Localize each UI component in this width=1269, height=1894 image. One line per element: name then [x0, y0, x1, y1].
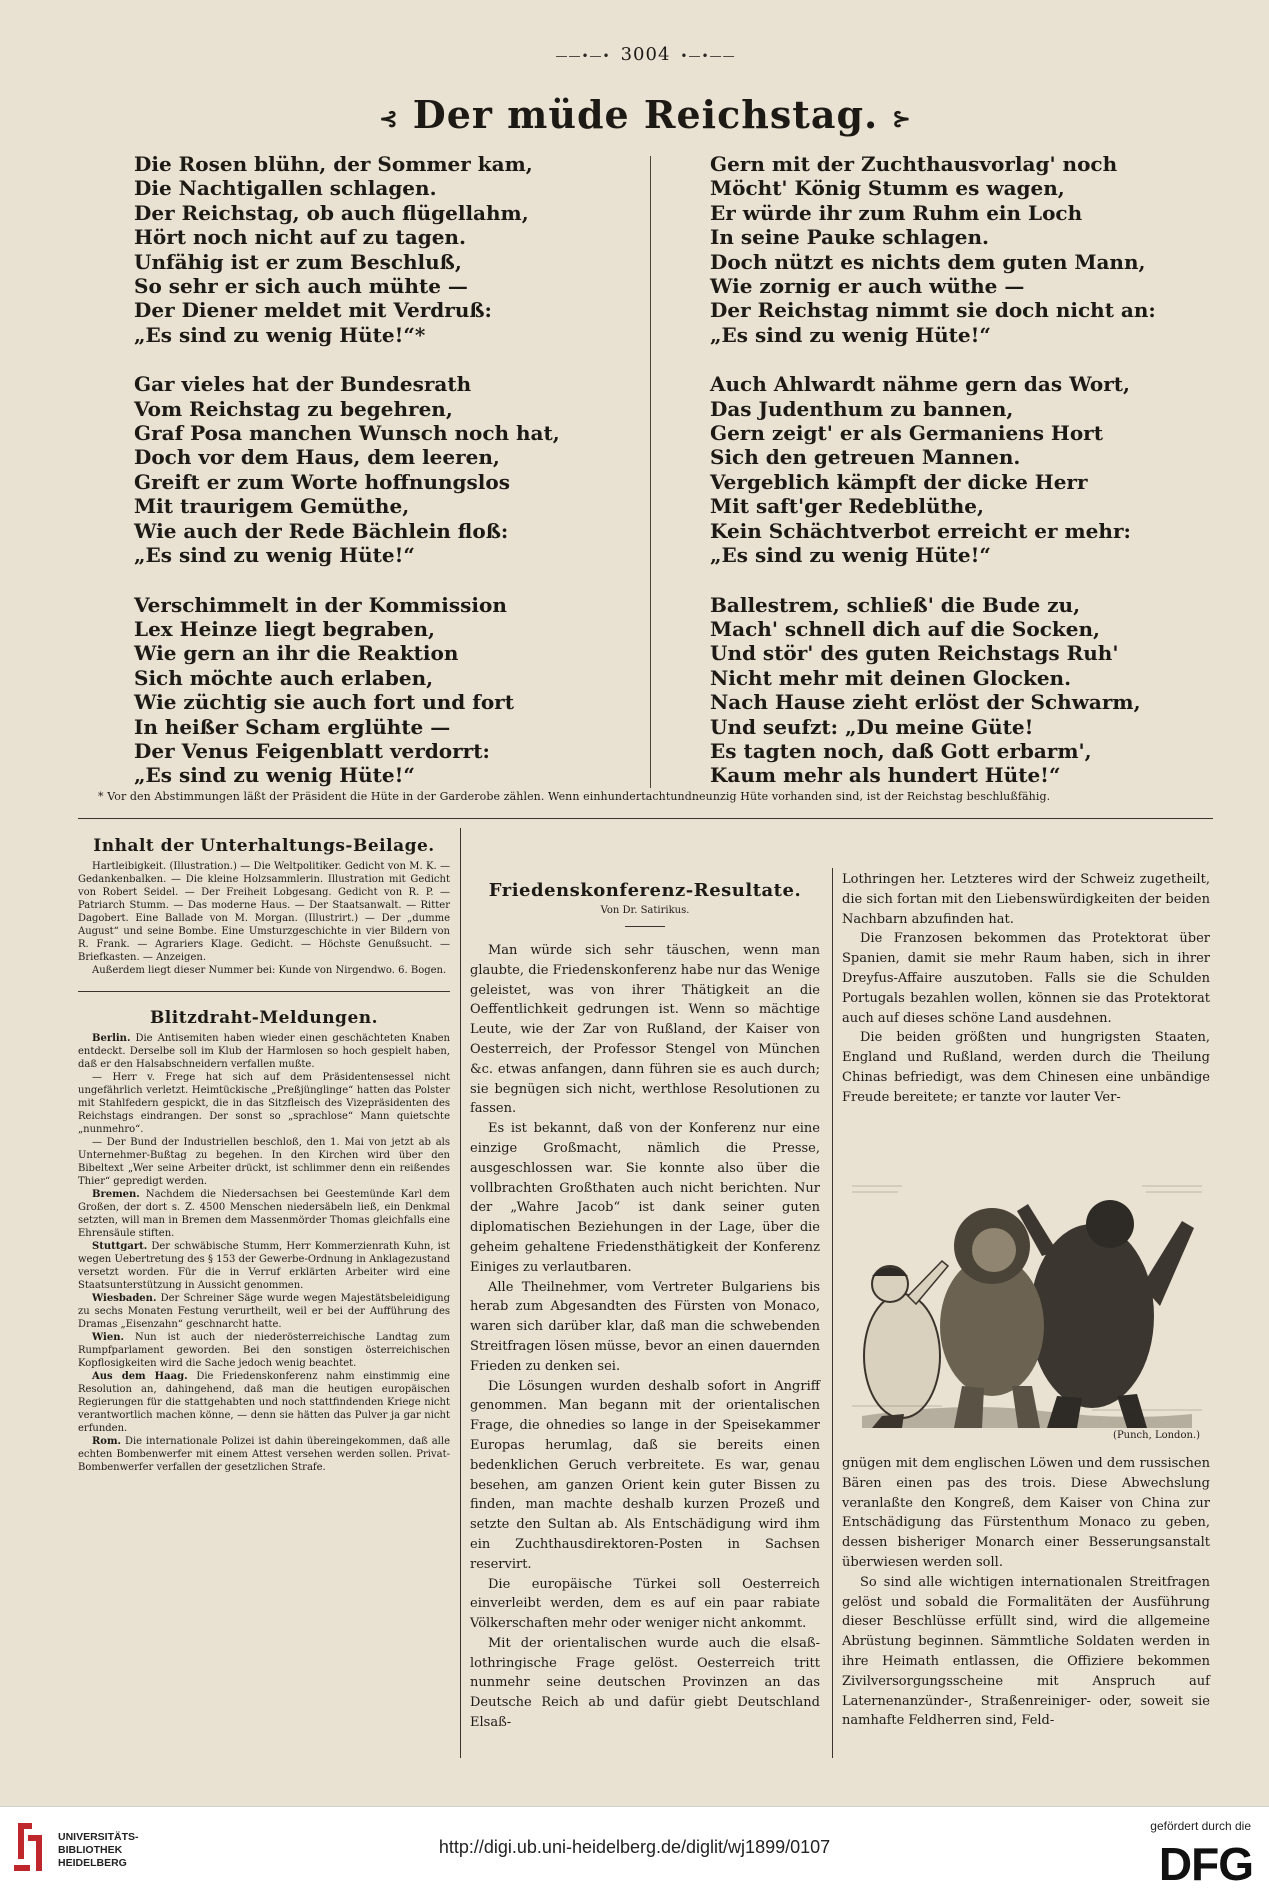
poem-stanza	[134, 372, 654, 567]
poem-line: Gar vieles hat der Bundesrath	[134, 372, 472, 397]
news-text: Nun ist auch der niederösterreichische Landtag zum Rumpfparlament geworden. Bei den sonstigen österreichischen Kopflosigkeiten wird die Sache jedoch wenig beachtet.	[78, 1332, 450, 1369]
poem-line: Wie zornig er auch wüthe —	[710, 274, 1025, 299]
poem-line: Mach' schnell dich auf die Socken,	[710, 616, 1100, 641]
poem-line: Unfähig ist er zum Beschluß,	[134, 249, 462, 274]
news-item	[78, 1292, 450, 1331]
poem-line: Es tagten noch, daß Gott erbarm',	[710, 738, 1092, 763]
library-name: UNIVERSITÄTS- BIBLIOTHEK HEIDELBERG	[58, 1831, 139, 1869]
article-paragraph: Die beiden größten und hungrigsten Staaten, England und Rußland, werden durch die Theilung Chinas befriedigt, was dem Chinesen eine unbändige Freude bereitete; er tanzte vor lauter Ver-	[842, 1030, 1210, 1105]
news-item	[78, 1435, 450, 1474]
poem-line: Doch vor dem Haus, dem leeren,	[134, 445, 500, 470]
news-text: Die Antisemiten haben wieder einen geschächteten Knaben entdeckt. Derselbe soll im Klub der Harmlosen so hoch gespielt haben, daß er den Halsabschneidern verfallen mußte.	[78, 1033, 450, 1070]
cartoon-image	[842, 1166, 1210, 1450]
poem-line: Der Venus Feigenblatt verdorrt:	[134, 738, 490, 763]
poem-line: Und stör' des guten Reichstags Ruh'	[710, 641, 1119, 666]
poem-line: Vom Reichstag zu begehren,	[134, 396, 453, 421]
article-paragraph: So sind alle wichtigen internationalen Streitfragen gelöst und sobald die Formalitäten der Ausführung dieser Beschlüsse erfüllt sind, wird die allgemeine Abrüstung beginnen. Sämmtliche Soldaten werden in ihre Heimath entlassen, die Offiziere bekommen Zivilversorgungsscheine mit Anspruch auf Laternenanzünder-, Straßenreiniger- oder, soweit sie namhafte Feldherren sind, Feld-	[842, 1574, 1210, 1729]
news-text: — Herr v. Frege hat sich auf dem Präsidentensessel nicht ungefährlich verletzt. Heimtückische „Preßjünglinge“ hatten das Polster mit Stahlfedern gespickt, die in das Sitzfleisch des Vizepräsidenten des Reichstags eindrangen. Der sonst so „sprachlose“ Mann quietschte „nunmehro“.	[78, 1072, 450, 1135]
poem-line: Gern mit der Zuchthausvorlag' noch	[710, 152, 1118, 176]
poem-line: Auch Ahlwardt nähme gern das Wort,	[710, 372, 1131, 397]
poem-column-right	[710, 152, 1230, 813]
article-text-1	[470, 941, 820, 1733]
poem-line: „Es sind zu wenig Hüte!“*	[134, 322, 426, 347]
poem-line: Mit saft'ger Redeblüthe,	[710, 494, 984, 519]
column-article-1	[470, 880, 820, 1733]
news-text: Die internationale Polizei ist dahin übereingekommen, daß alle echten Bombenwerfer mit einem Attest versehen werden sollen. Privat-Bombenwerfer verfallen der gesetzlichen Strafe.	[78, 1436, 450, 1473]
poem-line: Kein Schächtverbot erreicht er mehr:	[710, 518, 1131, 543]
poem-line: Sich möchte auch erlaben,	[134, 665, 434, 690]
article-paragraph: Die Franzosen bekommen das Protektorat über Spanien, damit sie mehr Raum haben, sich in ihrer Dreyfus-Affaire auszutoben. Falls sie die Schulden Portugals bezahlen wollen, können sie das Protektorat auch auf dieses schöne Land ausdehnen.	[842, 931, 1210, 1026]
news-text: — Der Bund der Industriellen beschloß, den 1. Mai von jetzt ab als Unternehmer-Bußtag zu begehen. In den Kirchen wird über den Bibeltext „Wer seine Arbeiter drückt, ist schlimmer denn ein reißendes Thier“ gepredigt werden.	[78, 1137, 450, 1187]
article-title-rule	[625, 926, 665, 927]
illustration-lion-bear-chinese	[842, 1166, 1210, 1450]
poem-line: Vergeblich kämpft der dicke Herr	[710, 469, 1088, 494]
poem-stanza	[134, 152, 654, 347]
poem-line: Nach Hause zieht erlöst der Schwarm,	[710, 690, 1141, 715]
news-text: Nachdem die Niedersachsen bei Geestemünde Karl dem Großen, der dort s. Z. 4500 Menschen niedersäbeln ließ, ein Denkmal setzten, will man in Bremen dem Massenmörder Thomas gleichfalls eine Ehrensäule stiften.	[78, 1189, 450, 1239]
poem-line: Greift er zum Worte hoffnungslos	[134, 469, 510, 494]
poem-line: Das Judenthum zu bannen,	[710, 396, 1014, 421]
poem-line: Doch nützt es nichts dem guten Mann,	[710, 249, 1146, 274]
news-place: Bremen.	[92, 1189, 140, 1200]
poem-line: Mit traurigem Gemüthe,	[134, 494, 410, 519]
article-text-2-top	[842, 870, 1210, 1108]
contents-title: Inhalt der Unterhaltungs-Beilage.	[93, 836, 435, 856]
poem-line: In seine Pauke schlagen.	[710, 225, 989, 250]
article-paragraph: gnügen mit dem englischen Löwen und dem russischen Bären einen pas des trois. Diese Abwechslung veranlaßte den Kongreß, dem Kaiser von China zur Entschädigung das Fürstenthum Monaco zu geben, dessen bisheriger Monarch einer Besserungsanstalt überwiesen werden soll.	[842, 1456, 1210, 1570]
poem-stanza	[710, 372, 1230, 567]
poem-column-divider	[650, 156, 651, 788]
poem-line: Verschimmelt in der Kommission	[134, 592, 507, 617]
poem-line: Kaum mehr als hundert Hüte!“	[710, 763, 1061, 788]
poem-stanza	[134, 593, 654, 788]
article-paragraph: Die Lösungen wurden deshalb sofort in Angriff genommen. Man begann mit der orientalischen Frage, die ohnedies so lange in der Speisekammer Europas herumlag, daß sie bereits einen bedenklichen Geruch verbreitete. Es war, genau besehen, am ganzen Orient kein guter Bissen zu finden, man machte deshalb kurzen Prozeß und setzte den Sultan ab. Als Entschädigung wird ihm ein Zuchthausdirektoren-Posten in Sachsen reservirt.	[470, 1378, 820, 1572]
news-place: Wiesbaden.	[92, 1293, 157, 1304]
poem-line: Die Nachtigallen schlagen.	[134, 176, 437, 201]
article-paragraph: Man würde sich sehr täuschen, wenn man glaubte, die Friedenskonferenz habe nur das Wenige geleistet, was von ihrer Thätigkeit an die Oeffentlichkeit gedrungen ist. Wenn so mächtige Leute, wie der Zar von Rußland, der Kaiser von Oesterreich, der Professor Stengel von München &c. etwas anfangen, dann führen sie es auch durch; sie begnügen sich nicht, werthlose Resolutionen zu fassen.	[470, 943, 820, 1117]
news-item	[78, 1071, 450, 1136]
poem-line: Er würde ihr zum Ruhm ein Loch	[710, 200, 1083, 225]
title-ornament-left: ⊰	[379, 105, 399, 132]
poem-line: „Es sind zu wenig Hüte!“	[710, 543, 991, 568]
news-text: Der Schreiner Säge wurde wegen Majestätsbeleidigung zu sechs Monaten Festung verurtheilt, weil er bei der Aufführung des Dramas „Eisenzahn“ geschnarcht hatte.	[78, 1293, 451, 1330]
news-text: Der schwäbische Stumm, Herr Kommerzienrath Kuhn, ist wegen Uebertretung des § 153 der Gewerbe-Ordnung in Anklagezustand versetzt worden. Für die in Verruf erklärten Arbeiter wird eine Staatsunterstützung in Aussicht genommen.	[78, 1241, 450, 1291]
title-ornament-right: ⊱	[892, 105, 912, 132]
poem-line: Sich den getreuen Mannen.	[710, 445, 1021, 470]
poem-line: Graf Posa manchen Wunsch noch hat,	[134, 421, 560, 446]
poem-title: ⊰ Der müde Reichstag. ⊱	[379, 92, 912, 137]
poem-line: Der Reichstag, ob auch flügellahm,	[134, 200, 529, 225]
news-place: Stuttgart.	[92, 1241, 148, 1252]
article-author: Von Dr. Satirikus.	[600, 905, 690, 916]
poem-line: Der Diener meldet mit Verdruß:	[134, 298, 492, 323]
poem-line: Wie auch der Rede Bächlein floß:	[134, 518, 509, 543]
blitzdraht-title: Blitzdraht-Meldungen.	[149, 1008, 379, 1028]
news-item	[78, 1370, 450, 1435]
poem-line: „Es sind zu wenig Hüte!“	[134, 543, 415, 568]
column-divider-1	[460, 828, 461, 1758]
poem-line: Möcht' König Stumm es wagen,	[710, 176, 1065, 201]
news-item	[78, 1188, 450, 1240]
page-content	[78, 38, 1213, 1766]
viewer-footer	[0, 1806, 1269, 1894]
blitzdraht-list	[78, 1032, 450, 1474]
article-paragraph: Lothringen her. Letzteres wird der Schweiz zugetheilt, die sich fortan mit den Liebenswürdigkeiten der beiden Nachbarn abzufinden hat.	[842, 872, 1210, 927]
poem-line: So sehr er sich auch mühte —	[134, 274, 468, 299]
column-news	[78, 836, 450, 1474]
news-item	[78, 1240, 450, 1292]
poem-stanza	[710, 152, 1230, 347]
poem-line: Gern zeigt' er als Germaniens Hort	[710, 421, 1103, 446]
article-text-2-bottom	[842, 1454, 1210, 1731]
permalink-url[interactable]: http://digi.ub.uni-heidelberg.de/diglit/wj1899/0107	[438, 1837, 831, 1857]
dfg-logo: DFG	[1158, 1838, 1253, 1890]
poem-line: Wie gern an ihr die Reaktion	[134, 641, 459, 666]
poem-footnote: * Vor den Abstimmungen läßt der Präsident die Hüte in der Garderobe zählen. Wenn einhundertachtundneunzig Hüte vorhanden sind, ist der Reichstag beschlußfähig.	[98, 790, 1051, 803]
poem-line: Die Rosen blühn, der Sommer kam,	[134, 152, 533, 176]
news-item	[78, 1331, 450, 1370]
poem-line: In heißer Scham erglühte —	[134, 714, 451, 739]
ornament-right: •—•——	[680, 49, 736, 63]
poem-line: Und seufzt: „Du meine Güte!	[710, 714, 1034, 739]
article-paragraph: Die europäische Türkei soll Oesterreich einverleibt werden, dem es auf ein paar rabiate Völkerschaften mehr oder weniger nicht ankommt.	[470, 1576, 820, 1632]
poem-line: Lex Heinze liegt begraben,	[134, 616, 435, 641]
poem-line: Wie züchtig sie auch fort und fort	[134, 690, 514, 715]
poem-line: „Es sind zu wenig Hüte!“	[134, 763, 415, 788]
news-text: Die Friedenskonferenz nahm einstimmig eine Resolution an, dahingehend, daß man die heutigen europäischen Regierungen für die stattgehabten und noch stattfindenden Kriege nicht verantwortlich machen könne, — denn sie hätten das Pulver ja gar nicht erfunden.	[78, 1371, 450, 1434]
poem-line: Nicht mehr mit deinen Glocken.	[710, 665, 1072, 690]
article-title: Friedenskonferenz-Resultate.	[488, 880, 802, 901]
contents-text: Hartleibigkeit. (Illustration.) — Die Weltpolitiker. Gedicht von M. K. — Gedankenbalken. — Die kleine Holzsammlerin. Illustration mit Gedicht von Robert Seidel. — Der Freiheit Lobgesang. Gedicht von R. P. — Patriarch Stumm. — Das moderne Haus. — Der Staatsanwalt. — Ritter Dagobert. Eine Ballade von M. Morgan. (Illustrirt.) — Der „dumme August“ und seine Bombe. Eine Umsturzgeschichte in vier Bildern von R. Frank. — Agrariers Klage. Gedicht. — Höchste Genußsucht. — Briefkasten. — Anzeigen. Außerdem liegt dieser Nummer bei: Kunde von Nirgendwo. 6. Bogen.	[78, 861, 450, 976]
poem-column-left	[134, 152, 654, 813]
ornament-left: ——•—•	[555, 49, 611, 63]
news-place: Berlin.	[92, 1033, 131, 1044]
poem-stanza	[710, 593, 1230, 788]
news-item	[78, 1032, 450, 1071]
article-paragraph: Mit der orientalischen wurde auch die elsaß-lothringische Frage gelöst. Oesterreich tritt nunmehr seine deutschen Provinzen an das Deutsche Reich ab und dafür giebt Deutschland Elsaß-	[470, 1635, 820, 1731]
poem-line: Der Reichstag nimmt sie doch nicht an:	[710, 298, 1156, 323]
article-paragraph: Es ist bekannt, daß von der Konferenz nur eine einzige Großmacht, nämlich die Presse, ausgeschlossen war. Sie konnte also über die vollbrachten Großthaten auch nicht berichten. Nur der „Wahre Jacob“ ist dank seiner guten diplomatischen Beziehungen in der Lage, über die geheim gehaltene Friedensthätigkeit der Konferenz Einiges zu verlautbaren.	[470, 1121, 820, 1275]
section-divider	[78, 818, 1213, 819]
page-number: ——•—• 3004 •—•——	[555, 44, 736, 65]
news-place: Aus dem Haag.	[92, 1371, 188, 1382]
column-divider-2	[832, 868, 833, 1758]
poem-line: Ballestrem, schließ' die Bude zu,	[710, 592, 1081, 617]
news-place: Wien.	[92, 1332, 124, 1343]
poem-line: „Es sind zu wenig Hüte!“	[710, 322, 991, 347]
news-place: Rom.	[92, 1436, 122, 1447]
poem-line: Hört noch nicht auf zu tagen.	[134, 225, 466, 250]
illustration-credit: (Punch, London.)	[1113, 1430, 1200, 1441]
contents-divider	[78, 991, 450, 992]
column-article-2	[842, 870, 1210, 1758]
article-paragraph: Alle Theilnehmer, vom Vertreter Bulgariens bis herab zum Abgesandten des Fürsten von Monaco, waren sich darüber klar, daß man die schwebenden Streitfragen lösen müsse, bevor an einen dauernden Frieden zu denken sei.	[470, 1279, 820, 1374]
funding-label: gefördert durch die	[1150, 1819, 1251, 1833]
news-item	[78, 1136, 450, 1188]
